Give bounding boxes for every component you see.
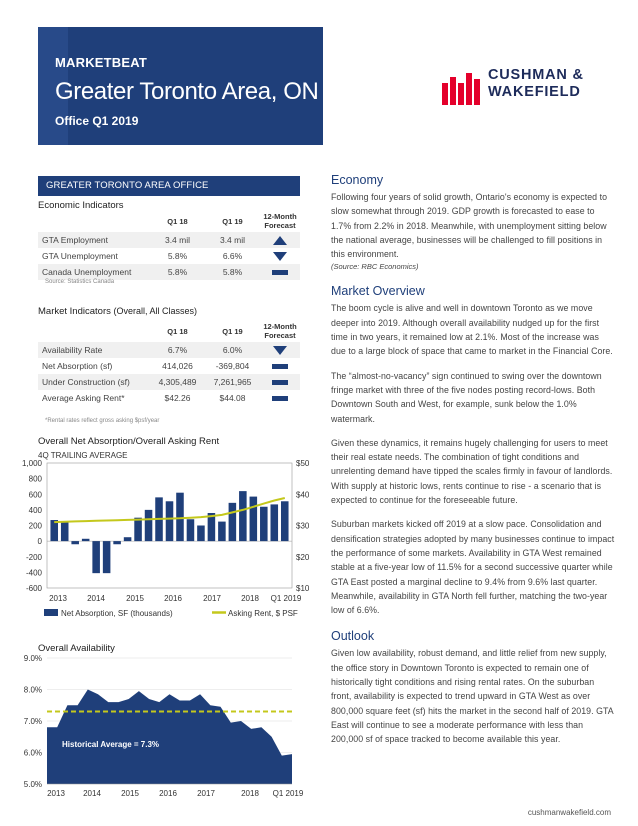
legend-swatch-absorption — [44, 609, 58, 616]
flat-arrow-icon — [272, 396, 288, 401]
y-axis-tick-label: 5.0% — [23, 780, 42, 789]
right-axis-tick-label: $20 — [296, 552, 310, 562]
rent-note: *Rental rates reflect gross asking $psf/year — [45, 418, 160, 424]
absorption-bar — [218, 522, 226, 542]
flat-arrow-icon — [272, 364, 288, 369]
absorption-bar — [260, 507, 268, 541]
absorption-bar — [176, 493, 184, 541]
left-axis-tick-label: 0 — [37, 537, 42, 547]
left-axis-tick-label: -400 — [25, 568, 42, 578]
x-axis-tick-label: 2017 — [203, 594, 221, 603]
table-row: Average Asking Rent* $42.26 $44.08 — [38, 390, 300, 406]
absorption-bar — [92, 541, 100, 573]
absorption-chart-subtitle: 4Q TRAILING AVERAGE — [38, 451, 128, 460]
absorption-bar — [187, 519, 195, 541]
table-row: Availability Rate 6.7% 6.0% — [38, 342, 300, 358]
market-overview-p2: The “almost-no-vacancy” sign continued to swing over the downtown fringe market with three of the five nodes posting record-lows. Both Downtown South and West, for example, sunk below the 1.0% watermark. — [331, 370, 602, 424]
section-title-bar: GREATER TORONTO AREA OFFICE — [38, 176, 300, 196]
flat-arrow-icon — [272, 270, 288, 275]
x-axis-tick-label: Q1 2019 — [272, 789, 304, 798]
col-header: Q1 19 — [222, 216, 243, 226]
absorption-bar — [166, 501, 174, 541]
y-axis-tick-label: 6.0% — [23, 748, 42, 758]
market-indicators-title: Market Indicators (Overall, All Classes) — [38, 306, 198, 317]
header-banner — [38, 27, 323, 145]
absorption-bar — [134, 518, 142, 541]
commentary-column — [331, 173, 616, 747]
absorption-bar — [61, 522, 69, 542]
economy-source: (Source: RBC Economics) — [331, 262, 419, 272]
report-title: Greater Toronto Area, ON — [55, 78, 319, 105]
absorption-bar — [145, 510, 153, 541]
arrow-down-icon — [273, 346, 287, 355]
y-axis-tick-label: 9.0% — [23, 654, 42, 663]
market-overview-heading: Market Overview — [331, 284, 425, 299]
footer-url: cushmanwakefield.com — [527, 808, 611, 817]
table-row: Under Construction (sf) 4,305,489 7,261,965 — [38, 374, 300, 390]
market-overview-p3: Given these dynamics, it remains hugely challenging for users to meet their real estate needs. The combination of tight conditions and unrelenting demand have tipped the scales firmly in favour of landlords. With supply at historic lows, rents continue to rise - a scenario that is expected to continue for the foreseeable future. — [331, 437, 613, 506]
col-header: Q1 19 — [222, 326, 243, 336]
x-axis-tick-label: 2014 — [83, 789, 101, 798]
left-axis-tick-label: 800 — [28, 474, 42, 484]
outlook-body: Given low availability, robust demand, and little relief from new supply, the office story in Downtown Toronto is expected to remain one of historically tight conditions and rising rental rates. On the suburban front, availability is expected to trend upward in GTA West as over 800,000 square feet (sf) hits the market in the second half of 2019. GTA East will continue to see a moderate performance with less than 200,000 sf of space tracked to become available this year. — [331, 648, 614, 745]
x-axis-tick-label: 2013 — [47, 789, 65, 798]
report-subtitle: Office Q1 2019 — [55, 114, 139, 128]
absorption-chart-title: Overall Net Absorption/Overall Asking Rent — [38, 436, 220, 447]
absorption-bar — [197, 526, 205, 542]
arrow-down-icon — [273, 252, 287, 261]
right-axis-tick-label: $50 — [296, 459, 310, 468]
absorption-bar — [82, 539, 90, 541]
absorption-bar — [113, 541, 121, 544]
historical-average-label: Historical Average = 7.3% — [62, 740, 160, 749]
economic-indicators-title: Economic Indicators — [38, 200, 124, 211]
logo-line-2: WAKEFIELD — [488, 84, 581, 100]
legend-label-absorption: Net Absorption, SF (thousands) — [61, 609, 173, 618]
availability-chart-title: Overall Availability — [38, 643, 115, 654]
left-axis-tick-label: 200 — [28, 521, 42, 531]
absorption-bar — [239, 491, 247, 541]
col-header: 12-Month Forecast — [263, 322, 297, 340]
right-axis-tick-label: $40 — [296, 490, 310, 500]
flat-arrow-icon — [272, 380, 288, 385]
left-axis-tick-label: -200 — [25, 552, 42, 562]
x-axis-tick-label: 2013 — [49, 594, 67, 603]
x-axis-tick-label: Q1 2019 — [270, 594, 302, 603]
economic-source: Source: Statistics Canada — [45, 279, 115, 285]
col-header: 12-Month Forecast — [263, 212, 297, 230]
economy-body: Following four years of solid growth, Ontario's economy is expected to slow somewhat through 2019. GDP growth is forecasted to ease to 1.7% from 2.2% in 2018. Meanwhile, with unemployment sitting below the national average, businesses will be challenged to fill positions in this environment. — [331, 192, 608, 260]
legend-label-rent: Asking Rent, $ PSF — [228, 609, 298, 618]
left-axis-tick-label: 400 — [28, 505, 42, 515]
left-axis-tick-label: 600 — [28, 490, 42, 500]
y-axis-tick-label: 8.0% — [23, 685, 42, 695]
market-indicators-table — [38, 320, 300, 406]
x-axis-tick-label: 2018 — [241, 789, 259, 798]
market-overview-p1: The boom cycle is alive and well in downtown Toronto as we move deeper into 2019. Although overall availability nudged up for the first time in two years, it remained low at 2.1%. Most of the increase was due to a large block of space that came to market in the Financial Core. — [331, 303, 613, 357]
logo-wordmark — [488, 67, 584, 101]
x-axis-tick-label: 2017 — [197, 789, 215, 798]
report-kicker: MARKETBEAT — [55, 55, 148, 70]
right-axis-tick-label: $30 — [296, 521, 310, 531]
absorption-bar — [124, 537, 132, 541]
table-row: Canada Unemployment 5.8% 5.8% — [38, 264, 300, 280]
x-axis-tick-label: 2016 — [164, 594, 182, 603]
absorption-bar — [71, 541, 79, 544]
economic-indicators-table — [38, 210, 300, 280]
x-axis-tick-label: 2014 — [87, 594, 105, 603]
absorption-bar — [271, 504, 279, 541]
absorption-bar — [50, 520, 58, 541]
availability-area — [47, 690, 292, 785]
logo-line-1: CUSHMAN & — [488, 67, 584, 83]
economy-heading: Economy — [331, 173, 384, 187]
absorption-bar — [229, 503, 237, 541]
outlook-heading: Outlook — [331, 629, 375, 644]
arrow-up-icon — [273, 236, 287, 245]
x-axis-tick-label: 2015 — [126, 594, 144, 603]
left-axis-tick-label: 1,000 — [21, 459, 42, 468]
x-axis-tick-label: 2015 — [121, 789, 139, 798]
right-axis-tick-label: $10 — [296, 584, 310, 593]
table-row: GTA Employment 3.4 mil 3.4 mil — [38, 232, 300, 248]
absorption-bar — [281, 501, 289, 541]
market-overview-p4: Suburban markets kicked off 2019 at a slow pace. Consolidation and densification strategies adopted by many businesses continue to impact the performance of some markets. Availability in GTA West remained stable at a five-year low of 11.5% for a second successive quarter while GTA East posted a marginal decline to 9.4% from 9.6% last quarter. Meanwhile, availability in GTA North fell further, matching the two-year low of 6.6%. — [331, 519, 615, 616]
table-row: GTA Unemployment 5.8% 6.6% — [38, 248, 300, 264]
availability-chart — [0, 650, 330, 800]
col-header: Q1 18 — [167, 326, 188, 336]
x-axis-tick-label: 2016 — [159, 789, 177, 798]
table-row: Net Absorption (sf) 414,026 -369,804 — [38, 358, 300, 374]
y-axis-tick-label: 7.0% — [23, 717, 42, 726]
absorption-bar — [103, 541, 111, 573]
x-axis-tick-label: 2018 — [241, 594, 259, 603]
absorption-rent-chart — [0, 440, 330, 630]
col-header: Q1 18 — [167, 216, 188, 226]
absorption-bar — [250, 497, 258, 542]
left-axis-tick-label: -600 — [25, 584, 42, 593]
